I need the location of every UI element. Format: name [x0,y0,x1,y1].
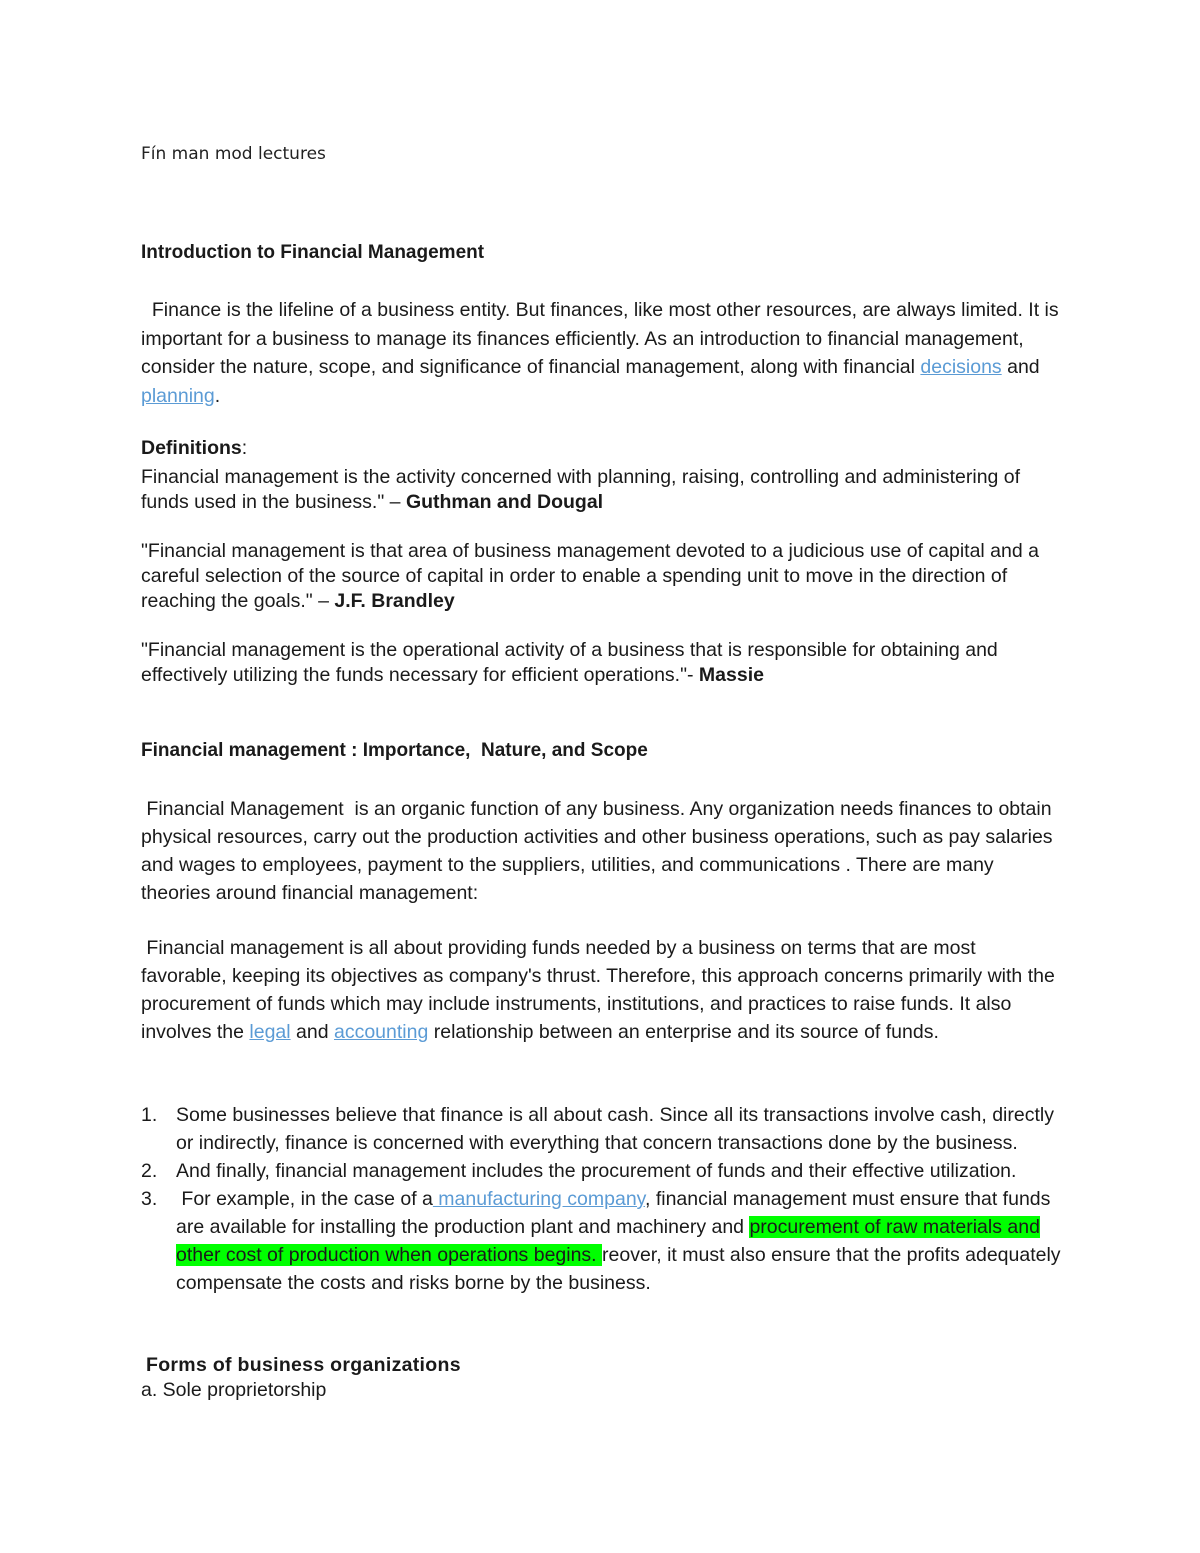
definitions-heading [141,437,247,460]
scope-text: Financial management is all about providing funds needed by a business on terms that are most favorable, keeping its objectives as company's thrust. Therefore, this approach concerns primarily with the procurement of funds which may include instruments, institutions, and practices to raise funds. It also involves the [141,937,1061,1043]
list-text: For example, in the case of a [176,1188,433,1210]
scope-and: and [290,1021,334,1043]
decisions-link[interactable]: decisions [920,356,1002,378]
definition-author: Guthman and Dougal [405,491,604,513]
intro-paragraph [141,296,1065,410]
scope-paragraph-1: Financial Management is an organic function of any business. Any organization needs finances to obtain physical resources, carry out the production activities and other business operations, such as pay salaries and wages to employees, payment to the suppliers, utilities, and communications . There are many theories around financial management: [141,798,1058,904]
forms-heading: Forms of business organizations [146,1354,461,1376]
intro-text: Finance is the lifeline of a business entity. But finances, like most other resources, are always limited. It is important for a business to manage its finances efficiently. As an introduction to financial management, consider the nature, scope, and significance of financial management, along with financial [141,299,1065,378]
sole-proprietorship-item: a. Sole proprietorship [141,1379,327,1401]
legal-link[interactable]: legal [249,1021,291,1043]
definition-massie [141,638,1061,688]
intro-end: . [214,384,221,407]
list-text: reover, it must also ensure that the profits adequately compensate the costs and risks borne by the business. [176,1244,1061,1294]
list-text: And finally, financial management includes the procurement of funds and their effective utilization. [176,1160,1017,1182]
list-number: 1. [141,1104,158,1126]
definitions-label: Definitions [141,437,242,459]
accounting-link[interactable]: accounting [333,1021,429,1043]
definition-text: "Financial management is that area of business management devoted to a judicious use of capital and a careful selection of the source of capital in order to enable a spending unit to move in the direction of reaching the goals." – [141,540,1039,612]
intro-heading: Introduction to Financial Management [141,242,485,263]
intro-and: and [1001,356,1046,378]
list-number: 3. [141,1188,158,1210]
manufacturing-company-link[interactable]: manufacturing company [432,1188,645,1210]
definitions-colon: : [241,437,248,459]
definition-brandley [141,539,1061,614]
scope-text-end: relationship between an enterprise and its source of funds. [428,1021,939,1043]
list-item [141,1185,1061,1297]
definition-guthman [141,465,1061,515]
definition-text: Financial management is the activity concerned with planning, raising, controlling and administering of funds used in the business." – [141,466,1021,513]
list-item [141,1157,1061,1185]
definition-text: "Financial management is the operational activity of a business that is responsible for obtaining and effectively utilizing the funds necessary for efficient operations."- [141,639,998,686]
document-title: Fín man mod lectures [141,144,326,164]
planning-link[interactable]: planning [141,384,215,407]
list-number: 2. [141,1160,158,1182]
list-item [141,1101,1061,1157]
definition-author: Massie [698,664,764,686]
list-text: , financial management must ensure that funds are available for installing the production plant and machinery and [176,1188,1051,1238]
definition-author: J.F. Brandley [334,590,455,612]
scope-heading: Financial management : Importance, Nature, and Scope [141,740,648,761]
highlighted-text: procurement of raw materials and other cost of production when operations begins. [176,1216,1040,1266]
scope-paragraph-2 [141,934,1061,1046]
list-text: Some businesses believe that finance is all about cash. Since all its transactions involve cash, directly or indirectly, finance is concerned with everything that concern transactions done by the business. [176,1104,1054,1154]
numbered-list [141,1101,1061,1297]
